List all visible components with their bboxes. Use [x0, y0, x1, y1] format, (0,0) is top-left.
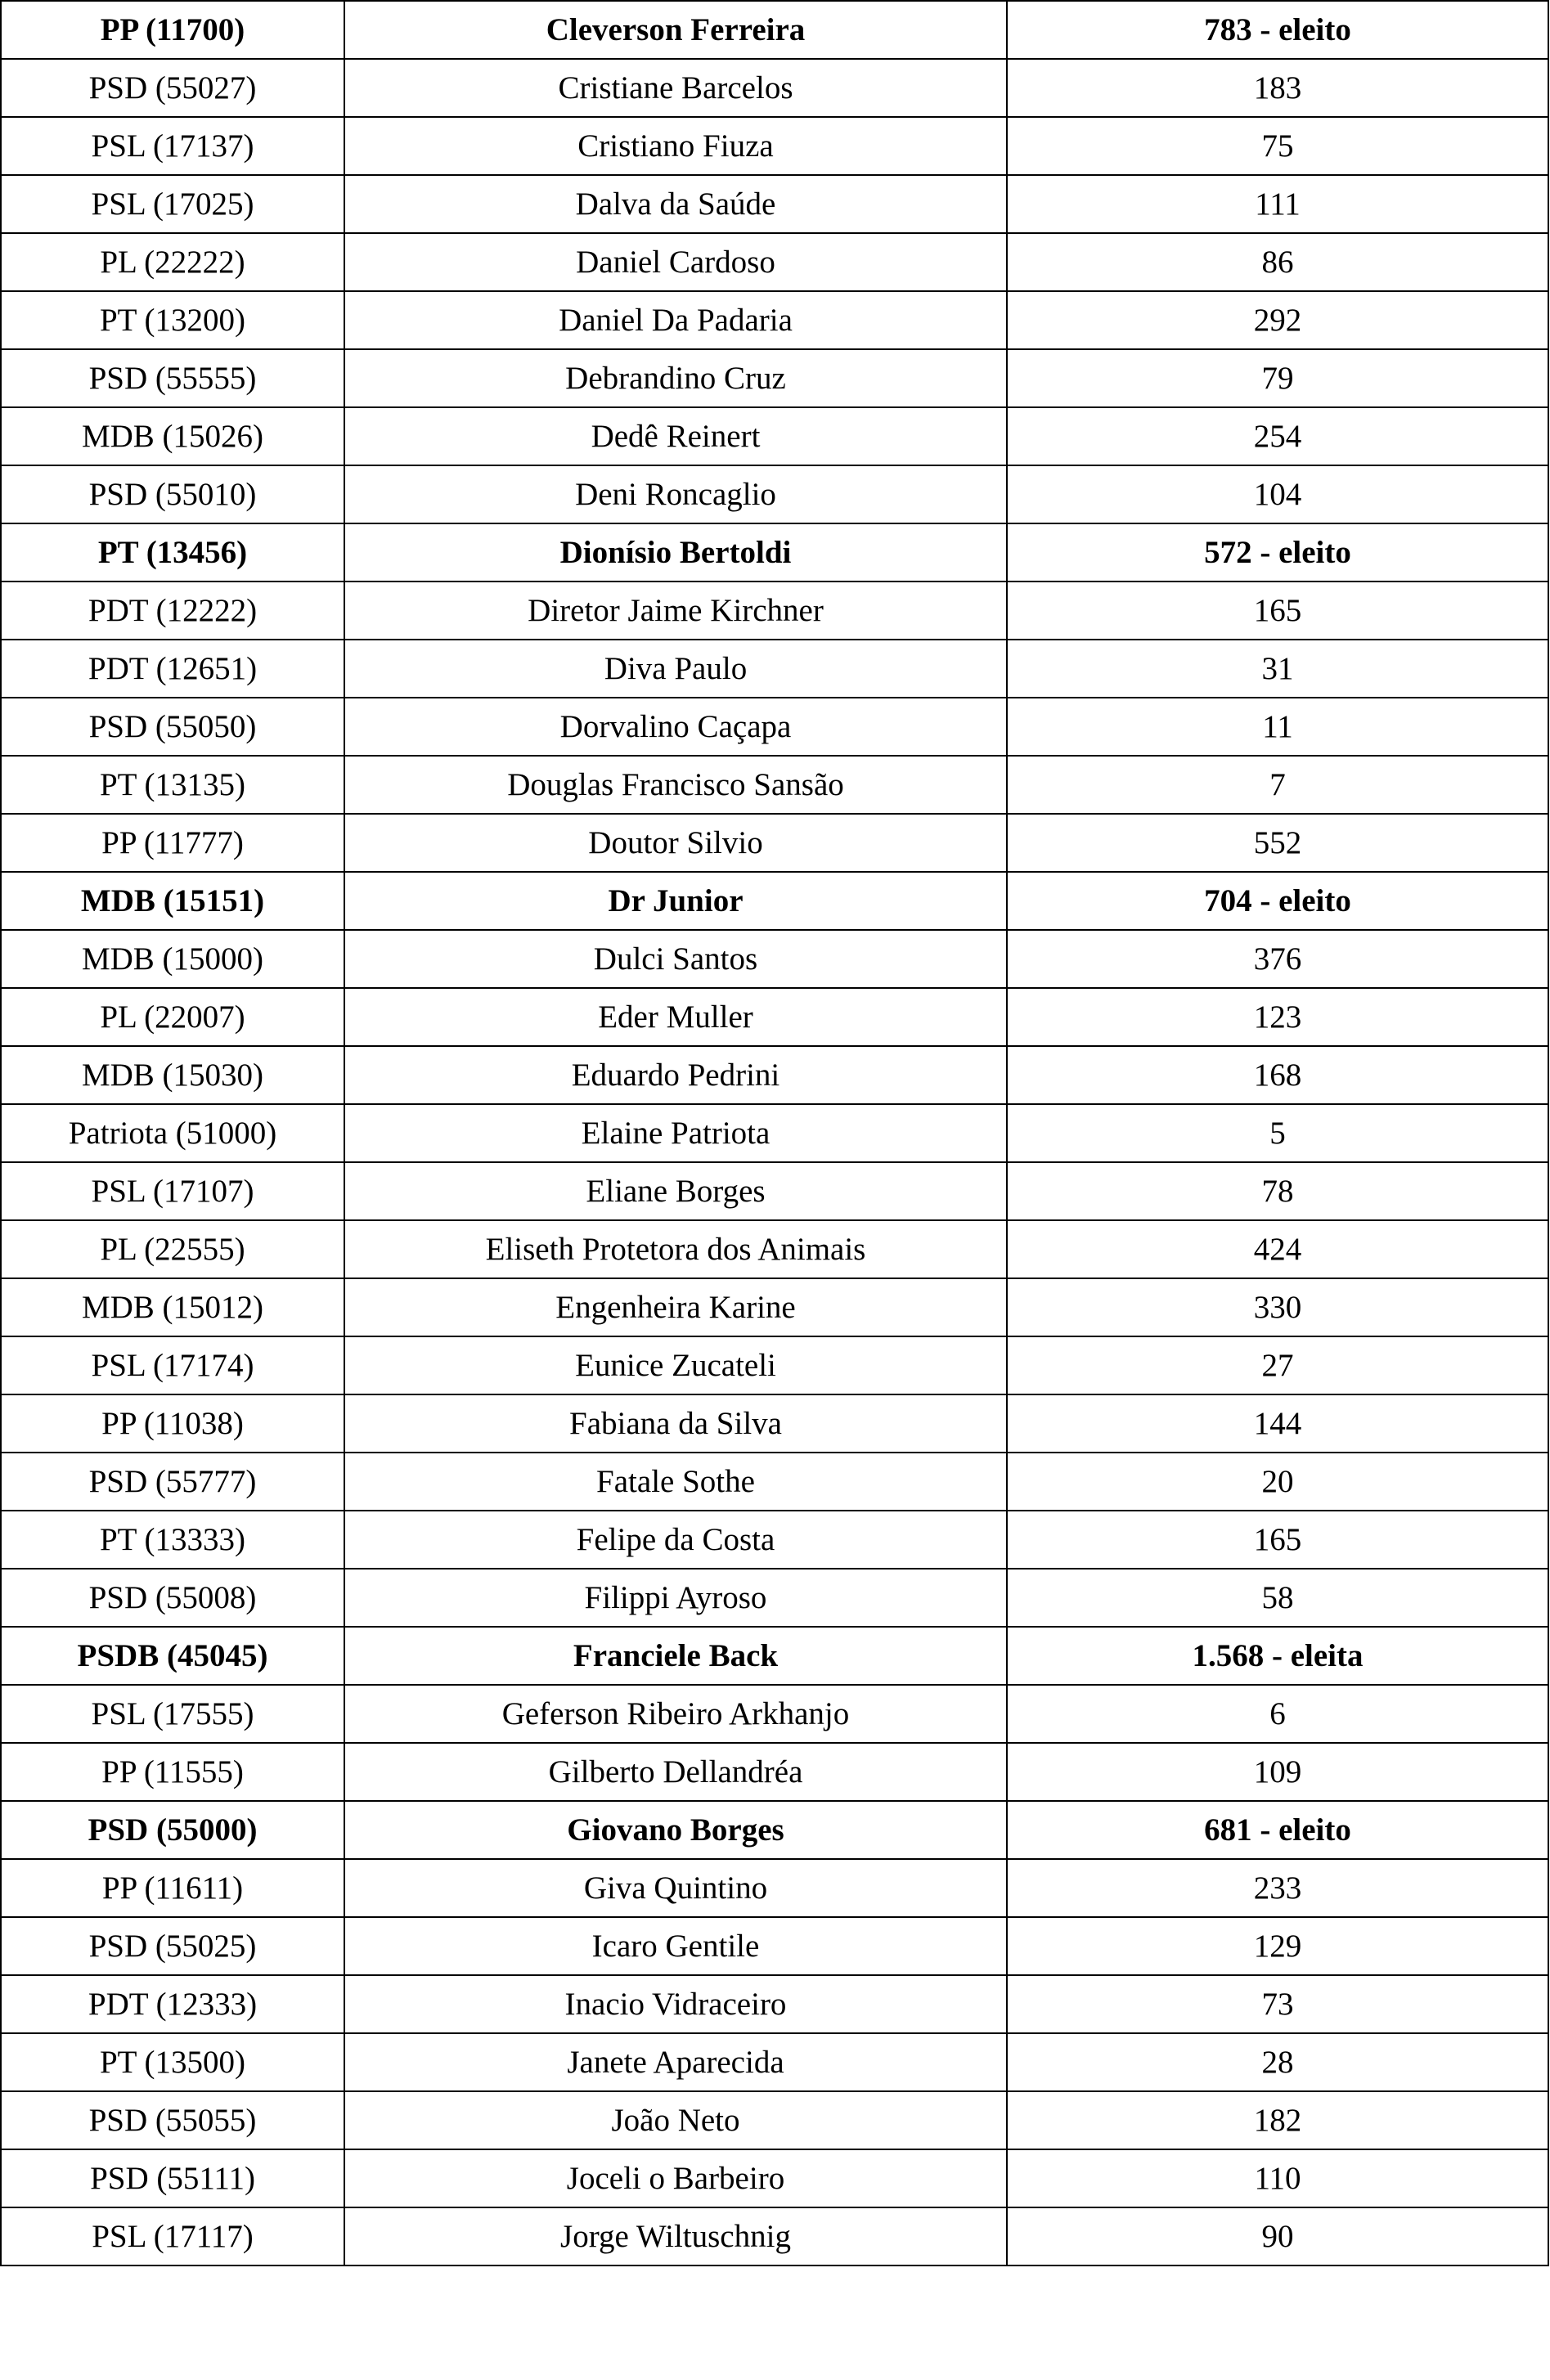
- table-row: [1, 1801, 1548, 1859]
- votes-cell: 27: [1007, 1336, 1548, 1394]
- party-cell: MDB (15012): [1, 1278, 344, 1336]
- candidate-cell: Fatale Sothe: [344, 1453, 1007, 1511]
- table-row: [1, 291, 1548, 349]
- candidate-cell: Daniel Cardoso: [344, 233, 1007, 291]
- candidate-cell: Geferson Ribeiro Arkhanjo: [344, 1685, 1007, 1743]
- candidate-cell: Giovano Borges: [344, 1801, 1007, 1859]
- votes-cell: 183: [1007, 59, 1548, 117]
- votes-cell: 552: [1007, 814, 1548, 872]
- votes-cell: 109: [1007, 1743, 1548, 1801]
- candidate-cell: Daniel Da Padaria: [344, 291, 1007, 349]
- candidate-cell: Dedê Reinert: [344, 407, 1007, 465]
- table-row: [1, 523, 1548, 582]
- votes-cell: 254: [1007, 407, 1548, 465]
- candidate-cell: Giva Quintino: [344, 1859, 1007, 1917]
- table-row: [1, 582, 1548, 640]
- table-row: [1, 1453, 1548, 1511]
- party-cell: PT (13200): [1, 291, 344, 349]
- candidate-cell: Cleverson Ferreira: [344, 1, 1007, 59]
- table-row: [1, 814, 1548, 872]
- candidate-cell: Elaine Patriota: [344, 1104, 1007, 1162]
- party-cell: PSD (55777): [1, 1453, 344, 1511]
- votes-cell: 165: [1007, 1511, 1548, 1569]
- candidate-cell: Dulci Santos: [344, 930, 1007, 988]
- candidate-cell: Doutor Silvio: [344, 814, 1007, 872]
- table-row: [1, 117, 1548, 175]
- party-cell: PSD (55027): [1, 59, 344, 117]
- votes-cell: 7: [1007, 756, 1548, 814]
- party-cell: PSD (55055): [1, 2091, 344, 2149]
- party-cell: PSL (17137): [1, 117, 344, 175]
- votes-cell: 1.568 - eleita: [1007, 1627, 1548, 1685]
- table-row: [1, 1917, 1548, 1975]
- table-row: [1, 1859, 1548, 1917]
- party-cell: PSDB (45045): [1, 1627, 344, 1685]
- table-row: [1, 756, 1548, 814]
- candidate-cell: Icaro Gentile: [344, 1917, 1007, 1975]
- party-cell: PT (13135): [1, 756, 344, 814]
- candidate-cell: Eliane Borges: [344, 1162, 1007, 1220]
- votes-cell: 233: [1007, 1859, 1548, 1917]
- table-row: [1, 988, 1548, 1046]
- candidate-cell: João Neto: [344, 2091, 1007, 2149]
- party-cell: PDT (12651): [1, 640, 344, 698]
- votes-cell: 20: [1007, 1453, 1548, 1511]
- table-row: [1, 233, 1548, 291]
- votes-cell: 78: [1007, 1162, 1548, 1220]
- votes-cell: 110: [1007, 2149, 1548, 2207]
- table-row: [1, 2149, 1548, 2207]
- party-cell: PL (22222): [1, 233, 344, 291]
- candidate-cell: Cristiano Fiuza: [344, 117, 1007, 175]
- candidate-cell: Eliseth Protetora dos Animais: [344, 1220, 1007, 1278]
- votes-cell: 424: [1007, 1220, 1548, 1278]
- votes-cell: 90: [1007, 2207, 1548, 2265]
- candidate-cell: Franciele Back: [344, 1627, 1007, 1685]
- votes-cell: 783 - eleito: [1007, 1, 1548, 59]
- party-cell: PT (13333): [1, 1511, 344, 1569]
- candidate-cell: Dr Junior: [344, 872, 1007, 930]
- party-cell: PSD (55555): [1, 349, 344, 407]
- party-cell: PL (22555): [1, 1220, 344, 1278]
- party-cell: PP (11700): [1, 1, 344, 59]
- table-row: [1, 1569, 1548, 1627]
- votes-cell: 182: [1007, 2091, 1548, 2149]
- candidate-cell: Debrandino Cruz: [344, 349, 1007, 407]
- table-row: [1, 1685, 1548, 1743]
- table-row: [1, 1220, 1548, 1278]
- candidate-cell: Diretor Jaime Kirchner: [344, 582, 1007, 640]
- votes-cell: 129: [1007, 1917, 1548, 1975]
- candidate-cell: Cristiane Barcelos: [344, 59, 1007, 117]
- votes-cell: 58: [1007, 1569, 1548, 1627]
- votes-cell: 330: [1007, 1278, 1548, 1336]
- votes-cell: 79: [1007, 349, 1548, 407]
- votes-cell: 376: [1007, 930, 1548, 988]
- votes-cell: 168: [1007, 1046, 1548, 1104]
- candidate-cell: Felipe da Costa: [344, 1511, 1007, 1569]
- table-row: [1, 872, 1548, 930]
- table-row: [1, 1336, 1548, 1394]
- party-cell: PP (11555): [1, 1743, 344, 1801]
- results-body: [1, 1, 1548, 2265]
- candidate-cell: Douglas Francisco Sansão: [344, 756, 1007, 814]
- table-row: [1, 465, 1548, 523]
- party-cell: MDB (15000): [1, 930, 344, 988]
- table-row: [1, 1394, 1548, 1453]
- votes-cell: 165: [1007, 582, 1548, 640]
- party-cell: PSL (17107): [1, 1162, 344, 1220]
- table-row: [1, 2207, 1548, 2265]
- table-row: [1, 2033, 1548, 2091]
- party-cell: PSD (55025): [1, 1917, 344, 1975]
- candidate-cell: Jorge Wiltuschnig: [344, 2207, 1007, 2265]
- party-cell: MDB (15026): [1, 407, 344, 465]
- party-cell: PSD (55050): [1, 698, 344, 756]
- table-row: [1, 349, 1548, 407]
- votes-cell: 704 - eleito: [1007, 872, 1548, 930]
- party-cell: PSL (17174): [1, 1336, 344, 1394]
- party-cell: PL (22007): [1, 988, 344, 1046]
- party-cell: PSL (17025): [1, 175, 344, 233]
- candidate-cell: Dionísio Bertoldi: [344, 523, 1007, 582]
- party-cell: MDB (15030): [1, 1046, 344, 1104]
- party-cell: PP (11777): [1, 814, 344, 872]
- candidate-cell: Eunice Zucateli: [344, 1336, 1007, 1394]
- table-row: [1, 1046, 1548, 1104]
- party-cell: PSD (55010): [1, 465, 344, 523]
- candidate-cell: Inacio Vidraceiro: [344, 1975, 1007, 2033]
- votes-cell: 5: [1007, 1104, 1548, 1162]
- party-cell: PDT (12222): [1, 582, 344, 640]
- candidate-cell: Janete Aparecida: [344, 2033, 1007, 2091]
- table-row: [1, 698, 1548, 756]
- table-row: [1, 1975, 1548, 2033]
- votes-cell: 31: [1007, 640, 1548, 698]
- table-row: [1, 2091, 1548, 2149]
- candidate-cell: Deni Roncaglio: [344, 465, 1007, 523]
- party-cell: PSL (17555): [1, 1685, 344, 1743]
- party-cell: PSD (55000): [1, 1801, 344, 1859]
- candidate-cell: Gilberto Dellandréa: [344, 1743, 1007, 1801]
- votes-cell: 86: [1007, 233, 1548, 291]
- candidate-cell: Diva Paulo: [344, 640, 1007, 698]
- candidate-cell: Engenheira Karine: [344, 1278, 1007, 1336]
- table-row: [1, 1278, 1548, 1336]
- votes-cell: 144: [1007, 1394, 1548, 1453]
- votes-cell: 73: [1007, 1975, 1548, 2033]
- table-row: [1, 1743, 1548, 1801]
- table-row: [1, 1627, 1548, 1685]
- votes-cell: 572 - eleito: [1007, 523, 1548, 582]
- votes-cell: 111: [1007, 175, 1548, 233]
- candidate-cell: Joceli o Barbeiro: [344, 2149, 1007, 2207]
- votes-cell: 123: [1007, 988, 1548, 1046]
- party-cell: PSD (55008): [1, 1569, 344, 1627]
- party-cell: PP (11611): [1, 1859, 344, 1917]
- party-cell: PT (13500): [1, 2033, 344, 2091]
- table-row: [1, 59, 1548, 117]
- votes-cell: 681 - eleito: [1007, 1801, 1548, 1859]
- votes-cell: 75: [1007, 117, 1548, 175]
- table-row: [1, 1104, 1548, 1162]
- candidate-cell: Eder Muller: [344, 988, 1007, 1046]
- candidate-cell: Filippi Ayroso: [344, 1569, 1007, 1627]
- table-row: [1, 175, 1548, 233]
- party-cell: PSL (17117): [1, 2207, 344, 2265]
- candidate-cell: Dorvalino Caçapa: [344, 698, 1007, 756]
- table-row: [1, 1162, 1548, 1220]
- table-row: [1, 1511, 1548, 1569]
- candidate-cell: Dalva da Saúde: [344, 175, 1007, 233]
- party-cell: PSD (55111): [1, 2149, 344, 2207]
- candidate-cell: Fabiana da Silva: [344, 1394, 1007, 1453]
- votes-cell: 104: [1007, 465, 1548, 523]
- party-cell: PP (11038): [1, 1394, 344, 1453]
- party-cell: PDT (12333): [1, 1975, 344, 2033]
- votes-cell: 28: [1007, 2033, 1548, 2091]
- votes-cell: 11: [1007, 698, 1548, 756]
- votes-cell: 292: [1007, 291, 1548, 349]
- party-cell: MDB (15151): [1, 872, 344, 930]
- table-row: [1, 930, 1548, 988]
- party-cell: Patriota (51000): [1, 1104, 344, 1162]
- votes-cell: 6: [1007, 1685, 1548, 1743]
- table-row: [1, 407, 1548, 465]
- table-row: [1, 1, 1548, 59]
- party-cell: PT (13456): [1, 523, 344, 582]
- candidate-cell: Eduardo Pedrini: [344, 1046, 1007, 1104]
- table-row: [1, 640, 1548, 698]
